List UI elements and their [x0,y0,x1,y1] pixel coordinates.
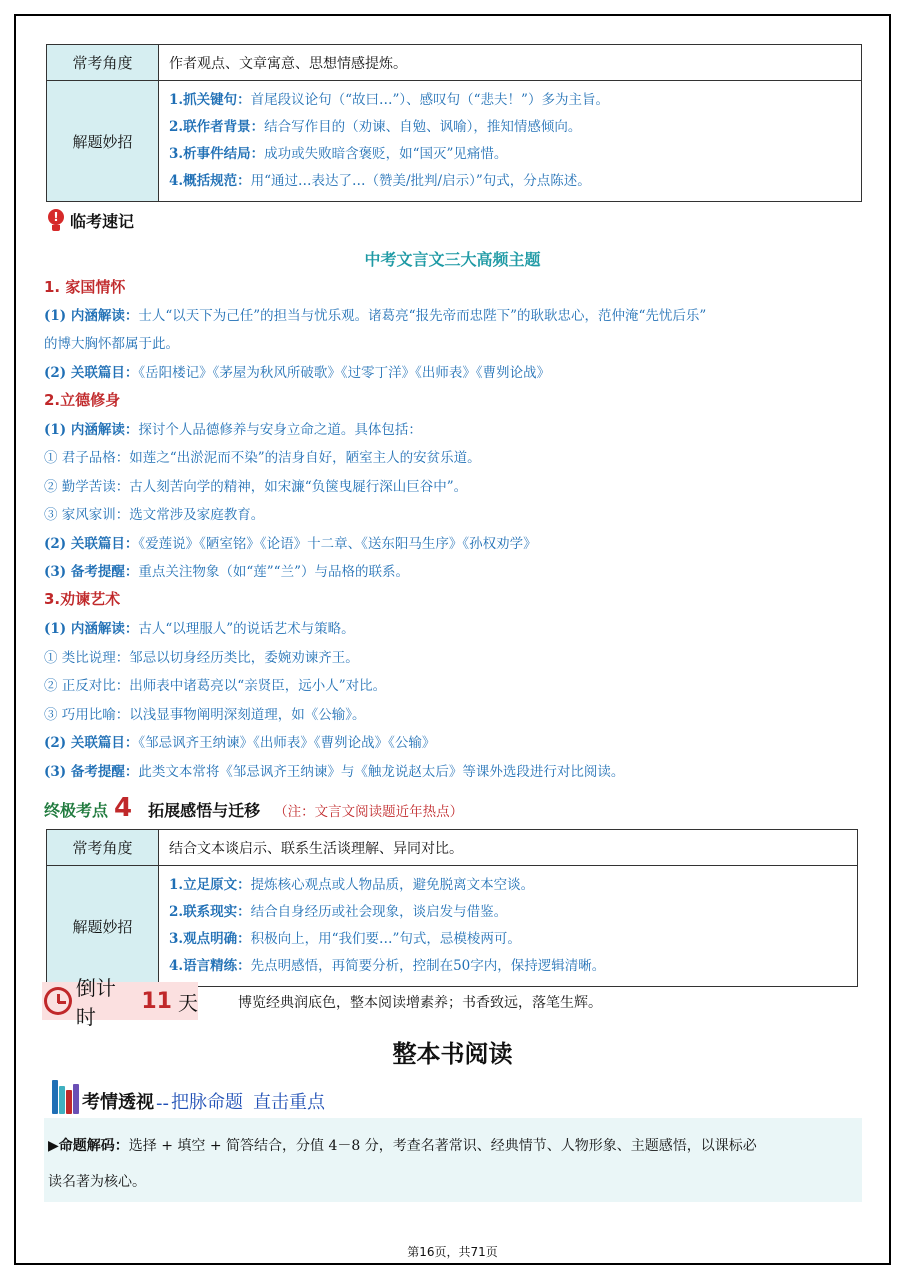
themes-title: 中考文言文三大高频主题 [364,250,541,269]
theme-2-title: 2.立德修身 [44,391,121,409]
tip-item: 3.析事件结局：成功或失败暗含褒贬，如“国灭”见痛惜。 [169,146,508,162]
theme-3-point-3: ③ 巧用比喻：以浅显事物阐明深刻道理，如《公输》。 [44,707,366,723]
analysis-line-1: ▶命题解码：选择 + 填空 + 简答结合，分值 4－8 分，考查名著常识、经典情节、人物形象、主题感悟，以课标必 [48,1138,757,1154]
theme-3-line-3: (3) 备考提醒：此类文本常将《邹忌讽齐王纳谏》与《触龙说赵太后》等课外选段进行对比阅读。 [44,764,625,780]
theme-2-line-2: (2) 关联篇目：《爱莲说》《陋室铭》《论语》十二章、《送东阳马生序》《孙权劝学》 [44,536,537,552]
theme-2-point-2: ② 勤学苦读：古人刻苦向学的精神，如宋濂“负箧曳屣行深山巨谷中”。 [44,479,468,495]
insight-phrase-2: 直击重点 [253,1092,325,1113]
quick-memo-heading [46,206,134,234]
theme-3-line-2: (2) 关联篇目：《邹忌讽齐王纳谏》《出师表》《曹刿论战》《公输》 [44,735,436,751]
motto-text: 博览经典润底色，整本阅读增素养；书香致远，落笔生辉。 [238,995,602,1011]
page-number: 第16页，共71页 [407,1245,498,1259]
final-point-number: 4 [114,793,133,823]
tip-item: 2.联作者背景：结合写作目的（劝谏、自勉、讽喻），推知情感倾向。 [169,119,582,135]
books-icon [52,1080,78,1114]
theme-2-line-1: (1) 内涵解读：探讨个人品德修养与安身立命之道。具体包括： [44,422,422,438]
insight-heading [52,1074,325,1114]
countdown-badge [42,976,198,1029]
theme-3-title: 3.劝谏艺术 [44,590,121,608]
angle-label: 常考角度 [47,45,159,81]
final-point-note: （注：文言文阅读题近年热点） [274,804,464,820]
angle-value: 作者观点、文章寓意、思想情感提炼。 [159,45,862,81]
final-point-label: 终极考点 [44,801,109,820]
bulb-icon: ! [46,208,66,232]
tip-item: 3.观点明确：积极向上，用“我们要…”句式，忌模棱两可。 [169,931,521,947]
final-point-heading [44,793,463,823]
tips-label: 解题妙招 [47,866,159,987]
theme-3-point-1: ① 类比说理：邹忌以切身经历类比，委婉劝谏齐王。 [44,650,359,666]
clock-icon [44,987,72,1015]
section-title: 整本书阅读 [392,1040,513,1068]
quick-memo-label: 临考速记 [70,211,135,231]
tip-item: 4.语言精练：先点明感悟，再简要分析，控制在50字内，保持逻辑清晰。 [169,958,606,974]
theme-1-line-1: (1) 内涵解读：士人“以天下为己任”的担当与忧乐观。诸葛亮“报先帝而忠陛下”的耿耿忠心，范仲淹“先忧后乐” [44,308,707,324]
exam-table-1 [46,44,862,202]
theme-2-point-3: ③ 家风家训：选文常涉及家庭教育。 [44,507,265,523]
theme-2-point-1: ① 君子品格：如莲之“出淤泥而不染”的洁身自好，陋室主人的安贫乐道。 [44,450,481,466]
theme-1-line-2: (2) 关联篇目：《岳阳楼记》《茅屋为秋风所破歌》《过零丁洋》《出师表》《曹刿论战》 [44,365,551,381]
countdown-prefix: 倒计时 [75,976,116,1029]
final-point-title: 拓展感悟与迁移 [148,801,261,820]
theme-1-title: 1. 家国情怀 [44,278,126,296]
exam-table-2 [46,829,858,987]
theme-3-point-2: ② 正反对比：出师表中诸葛亮以“亲贤臣，远小人”对比。 [44,678,387,694]
angle-value: 结合文本谈启示、联系生活谈理解、异同对比。 [159,830,858,866]
insight-phrase-1: 把脉命题 [171,1092,243,1113]
theme-3-line-1: (1) 内涵解读：古人“以理服人”的说话艺术与策略。 [44,621,355,637]
insight-label: 考情透视 [82,1092,154,1113]
tip-item: 1.抓关键句：首尾段议论句（“故曰…”）、感叹句（“悲夫！”）多为主旨。 [169,92,609,108]
angle-label: 常考角度 [47,830,159,866]
tips-cell [159,81,862,202]
tip-item: 2.联系现实：结合自身经历或社会现象，谈启发与借鉴。 [169,904,508,920]
tip-item: 4.概括规范：用“通过…表达了…（赞美/批判/启示）”句式，分点陈述。 [169,173,591,189]
countdown-days: 11 [141,988,172,1014]
countdown-suffix: 天 [178,990,198,1015]
theme-1-line-1-cont: 的博大胸怀都属于此。 [44,336,179,352]
insight-separator: -- [156,1093,169,1114]
tip-item: 1.立足原文：提炼核心观点或人物品质，避免脱离文本空谈。 [169,877,535,893]
tips-cell [159,866,858,987]
tips-label: 解题妙招 [47,81,159,202]
theme-2-line-3: (3) 备考提醒：重点关注物象（如“莲”“兰”）与品格的联系。 [44,564,409,580]
analysis-line-2: 读名著为核心。 [48,1174,146,1190]
analysis-box [44,1118,862,1202]
